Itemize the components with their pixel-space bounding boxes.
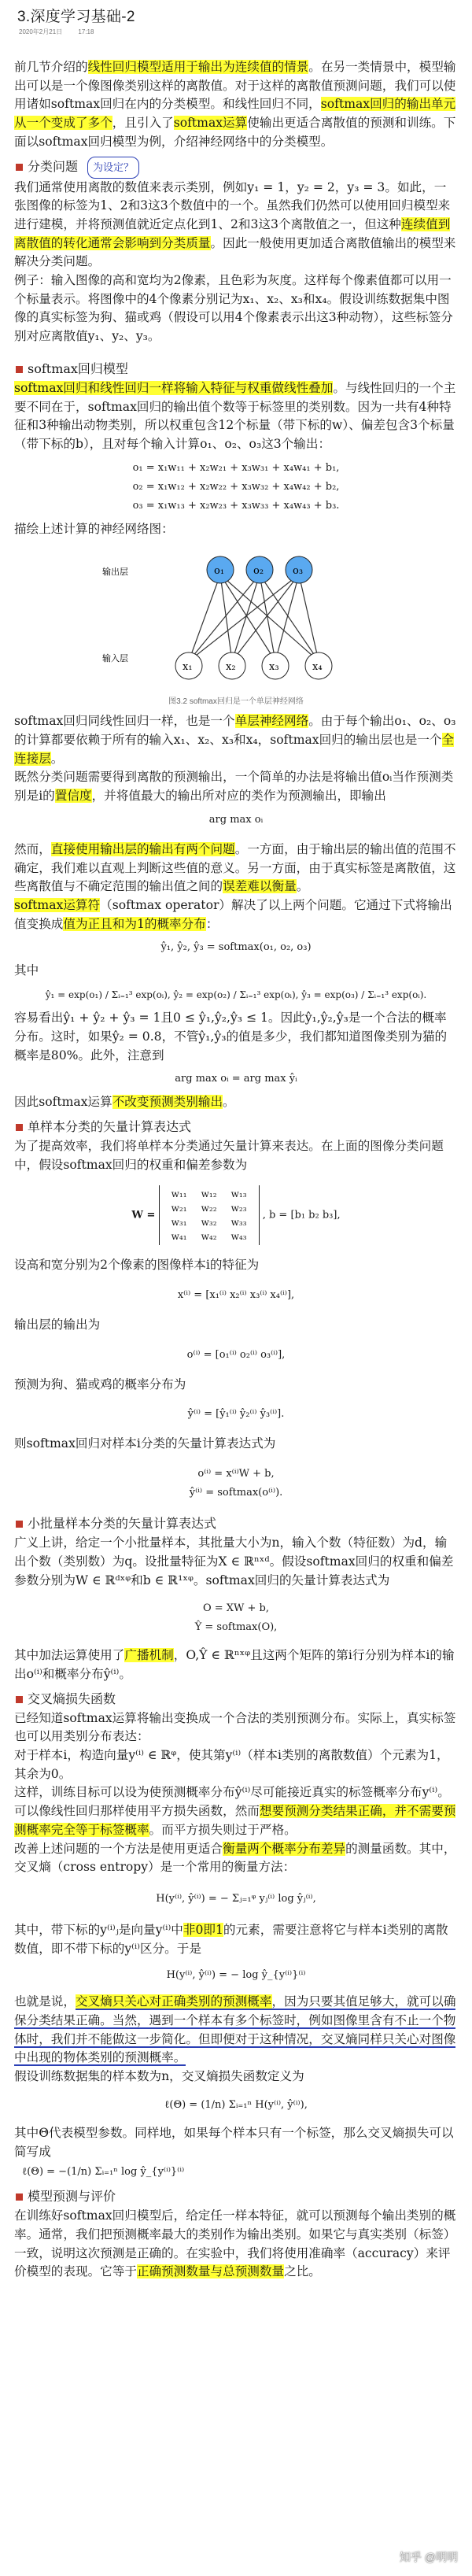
equation-o: o⁽ⁱ⁾ = [o₁⁽ⁱ⁾ o₂⁽ⁱ⁾ o₃⁽ⁱ⁾], [186, 1348, 286, 1361]
paragraph-target: 这样，训练目标可以设为使预测概率分布ŷ⁽ⁱ⁾尽可能接近真实的标签概率分布y⁽ⁱ⁾。 [14, 1785, 450, 1800]
annotation-note: 为设定？ [87, 157, 139, 179]
equation-softmax: ŷ₁, ŷ₂, ŷ₃ = softmax(o₁, o₂, o₃) [160, 941, 312, 954]
equation-yhat-vector: ŷ⁽ⁱ⁾ = [ŷ₁⁽ⁱ⁾ ŷ₂⁽ⁱ⁾ ŷ₃⁽ⁱ⁾]. [187, 1408, 285, 1421]
page-meta [19, 28, 458, 36]
equation-loss: ℓ(Θ) = (1/n) Σᵢ₌₁ⁿ H(y⁽ⁱ⁾, ŷ⁽ⁱ⁾), [164, 2098, 308, 2111]
equation-x: x⁽ⁱ⁾ = [x₁⁽ⁱ⁾ x₂⁽ⁱ⁾ x₃⁽ⁱ⁾ x₄⁽ⁱ⁾], [177, 1289, 295, 1302]
equation-batch: O = XW + b, Ŷ = softmax(O), [194, 1602, 278, 1634]
paragraph-network-intro: 描绘上述计算的神经网络图： [14, 521, 174, 536]
paragraph-softmax-op: softmax运算符（softmax operator）解决了以上两个问题。它通过下式将输出值变换成值为正且和为1的概率分布： [14, 897, 452, 931]
paragraph-onehot: 对于样本i，构造向量y⁽ⁱ⁾ ∈ ℝᵠ，使其第y⁽ⁱ⁾（样本i类别的离散数值）个元素为1，其余为0。 [14, 1748, 449, 1781]
paragraph-cross-entropy: 改善上述问题的一个方法是使用更适合衡量两个概率分布差异的测量函数。其中，交叉熵（cross entropy）是一个常用的衡量方法： [14, 1841, 456, 1875]
equation-yhat: ŷ₁ = exp(o₁) / Σᵢ₌₁³ exp(oᵢ), ŷ₂ = exp(o₂) / Σᵢ₌₁³ exp(oᵢ), ŷ₃ = exp(o₃) / Σᵢ₌₁³ exp(oᵢ). [45, 989, 427, 1001]
output-node-label: o₂ [253, 565, 264, 578]
watermark: 知乎 @明明 [399, 2551, 458, 2563]
paragraph-probability: 容易看出ŷ₁ + ŷ₂ + ŷ₃ = 1且0 ≤ ŷ₁,ŷ₂,ŷ₃ ≤ 1。因此ŷ₁,ŷ₂,ŷ₃是一个合法的概率分布。这时，如果ŷ₂ = 0.8，不管ŷ₁,ŷ₃的值是多少，我们都知道图像类别为猫的概率是80%。此外，注意到 [14, 1011, 448, 1063]
section-heading-vector: 单样本分类的矢量计算表达式 [14, 1117, 458, 1137]
equation-cross-entropy-short: H(y⁽ⁱ⁾, ŷ⁽ⁱ⁾) = − log ŷ_{y⁽ⁱ⁾}⁽ⁱ⁾ [166, 1969, 306, 1982]
equation-outputs: o₁ = x₁w₁₁ + x₂w₂₁ + x₃w₃₁ + x₄w₄₁ + b₁, o₂ = x₁w₁₂ + x₂w₂₂ + x₃w₃₂ + x₄w₄₂ + b₂, o₃ = x₁w₁₃ + x₂w₂₃ + x₃w₃₃ + x₄w₄₃ + b₃. [132, 461, 340, 512]
equation-argmax: arg max oᵢ [208, 813, 264, 826]
network-diagram [94, 543, 378, 693]
date-label: 2020年2月21日 [19, 28, 63, 35]
equation-loss-short: ℓ(Θ) = −(1/n) Σᵢ₌₁ⁿ log ŷ_{y⁽ⁱ⁾}⁽ⁱ⁾ [22, 2166, 185, 2179]
input-node-label: x₃ [269, 661, 279, 674]
paragraph-problems: 然而，直接使用输出层的输出有两个问题。一方面，由于输出层的输出值的范围不确定，我们难以直观上判断这些值的意义。另一方面，由于真实标签是离散值，这些离散值与不确定范围的输出值之间的误差难以衡量。 [14, 841, 456, 894]
paragraph-params: 其中Θ代表模型参数。同样地，如果每个样本只有一个标签，那么交叉熵损失可以简写成 [14, 2125, 454, 2159]
output-nodes [207, 556, 312, 583]
paragraph-prediction: 预测为狗、猫或鸡的概率分布为 [14, 1377, 186, 1391]
input-node-label: x₄ [312, 661, 323, 674]
paragraph-loss-intro: 已经知道softmax运算将输出变换成一个合法的类别预测分布。实际上，真实标签也可以用类别分布表达： [14, 1710, 456, 1744]
paragraph-square-loss: 可以像线性回归那样使用平方损失函数，然而想要预测分类结果正确，并不需要预测概率完全等于标签概率。而平方损失则过于严格。 [14, 1804, 456, 1837]
time-label: 17:18 [78, 28, 94, 35]
paragraph-no-change: 因此softmax运算不改变预测类别输出。 [14, 1095, 235, 1110]
output-node-label: o₃ [293, 565, 304, 578]
paragraph-where: 其中 [14, 963, 39, 978]
equation-cross-entropy: H(y⁽ⁱ⁾, ŷ⁽ⁱ⁾) = − Σⱼ₌₁ᵠ yⱼ⁽ⁱ⁾ log ŷⱼ⁽ⁱ⁾, [156, 1892, 316, 1905]
paragraph-model: softmax回归和线性回归一样将输入特征与权重做线性叠加。与线性回归的一个主要不同在于，softmax回归的输出值个数等于标签里的类别数。因为一共有4种特征和3种输出动物类别，所以权重包含12个标量（带下标的w）、偏差包含3个标量（带下标的b），且对每个输入计算o₁、o₂、o₃这3个输出： [14, 380, 456, 451]
equation-vector: o⁽ⁱ⁾ = x⁽ⁱ⁾W + b, ŷ⁽ⁱ⁾ = softmax(o⁽ⁱ⁾). [189, 1468, 283, 1499]
paragraph-output: 输出层的输出为 [14, 1318, 101, 1332]
paragraph-broadcast: 其中加法运算使用了广播机制，O,Ŷ ∈ ℝⁿˣᵠ且这两个矩阵的第i行分别为样本i的输出o⁽ⁱ⁾和概率分布ŷ⁽ⁱ⁾。 [14, 1648, 455, 1681]
output-layer-label: 输出层 [102, 567, 128, 578]
section-heading-classification: 分类问题 为设定？ [14, 157, 458, 179]
paragraph-intro: 前几节介绍的线性回归模型适用于输出为连续值的情景。在另一类情景中，模型输出可以是一个像图像类别这样的离散值。对于这样的离散值预测问题，我们可以使用诸如softmax回归在内的分类模型。和线性回归不同，softmax回归的输出单元从一个变成了多个，且引入了softmax运算使输出更适合离散值的预测和训练。下面以softmax回归模型为例，介绍神经网络中的分类模型。 [14, 60, 456, 149]
paragraph-single-layer: softmax回归同线性回归一样，也是一个单层神经网络。由于每个输出o₁、o₂、o₃的计算都要依赖于所有的输入x₁、x₂、x₃和x₄，softmax回归的输出层也是一个全连接层。 [14, 714, 456, 766]
paragraph-batch: 广义上讲，给定一个小批量样本，其批量大小为n，输入个数（特征数）为d，输出个数（类别数）为q。设批量特征为X ∈ ℝⁿˣᵈ。假设softmax回归的权重和偏差参数分别为W ∈ ℝᵈˣᵠ和b ∈ ℝ¹ˣᵠ。softmax回归的矢量计算表达式为 [14, 1536, 454, 1587]
input-node-label: x₁ [183, 661, 193, 674]
section-heading-loss: 交叉熵损失函数 [14, 1689, 458, 1709]
section-heading-batch: 小批量样本分类的矢量计算表达式 [14, 1513, 458, 1534]
section-heading-evaluation: 模型预测与评价 [14, 2186, 458, 2207]
paragraph-evaluation: 在训练好softmax回归模型后，给定任一样本特征，就可以预测每个输出类别的概率。通常，我们把预测概率最大的类别作为输出类别。如果它与真实类别（标签）一致，说明这次预测是正确的。在实验中，我们将使用准确率（accuracy）来评价模型的表现。它等于正确预测数量与总预测数量之比。 [14, 2208, 456, 2279]
input-layer-label: 输入层 [102, 654, 128, 664]
paragraph-correct-class: 也就是说，交叉熵只关心对正确类别的预测概率，因为只要其值足够大，就可以确保分类结果正确。当然，遇到一个样本有多个标签时，例如图像里含有不止一个物体时，我们并不能做这一步简化。但即便对于这种情况，交叉熵同样只关心对图像中出现的物体类别的预测概率。 [14, 1994, 456, 2065]
equation-weights: W = w₁₁ w₁₂ w₁₃ w₂₁ w₂₂ w₂₃ w₃₁ w₃₂ w₃₃ w₄₁ w₄₂ w₄₃ , b = [b₁ b₂ b₃], [14, 1185, 458, 1245]
input-nodes [175, 652, 332, 679]
output-node-label: o₁ [214, 565, 225, 578]
paragraph-example: 例子：输入图像的高和宽均为2像素，且色彩为灰度。这样每个像素值都可以用一个标量表示。将图像中的4个像素分别记为x₁、x₂、x₃和x₄。假设训练数据集中图像的真实标签为狗、猫或鸡（假设可以用4个像素表示出这3种动物），这些标签分别对应离散值y₁、y₂、y₃。 [14, 273, 453, 344]
equation-argmax-equal: arg max oᵢ = arg max ŷᵢ [175, 1073, 297, 1085]
input-node-label: x₂ [226, 661, 236, 674]
paragraph-features: 设高和宽分别为2个像素的图像样本i的特征为 [14, 1258, 260, 1273]
figure-caption: 图3.2 softmax回归是一个单层神经网络 [168, 697, 304, 707]
paragraph-confidence: 既然分类问题需要得到离散的预测输出，一个简单的办法是将输出值oᵢ当作预测类别是i的置信度，并将值最大的输出所对应的类作为预测输出，即输出 [14, 770, 454, 804]
paragraph-vector-expr: 则softmax回归对样本i分类的矢量计算表达式为 [14, 1436, 276, 1451]
weight-matrix: w₁₁ w₁₂ w₁₃ w₂₁ w₂₂ w₂₃ w₃₁ w₃₂ w₃₃ w₄₁ w₄₂ w₄₃ [159, 1185, 260, 1245]
page-title: 3.深度学习基础-2 [17, 9, 135, 25]
paragraph-binary: 其中，带下标的y⁽ⁱ⁾ⱼ是向量y⁽ⁱ⁾中非0即1的元素，需要注意将它与样本i类别的离散数值，即不带下标的y⁽ⁱ⁾区分。于是 [14, 1922, 448, 1956]
paragraph-vector: 为了提高效率，我们将单样本分类通过矢量计算来表达。在上面的图像分类问题中，假设softmax回归的权重和偏差参数为 [14, 1138, 444, 1172]
paragraph-classification: 我们通常使用离散的数值来表示类别，例如y₁ = 1，y₂ = 2，y₃ = 3。如此，一张图像的标签为1、2和3这3个数值中的一个。虽然我们仍然可以使用回归模型来进行建模，并将预测值就近定点化到1、2和3这3个离散值之一，但这种连续值到离散值的转化通常会影响到分类质量。因此一般使用更加适合离散值输出的模型来解决分类问题。 [14, 179, 456, 269]
section-heading-model: softmax回归模型 [14, 359, 458, 379]
paragraph-dataset: 假设训练数据集的样本数为n，交叉熵损失函数定义为 [14, 2069, 304, 2084]
